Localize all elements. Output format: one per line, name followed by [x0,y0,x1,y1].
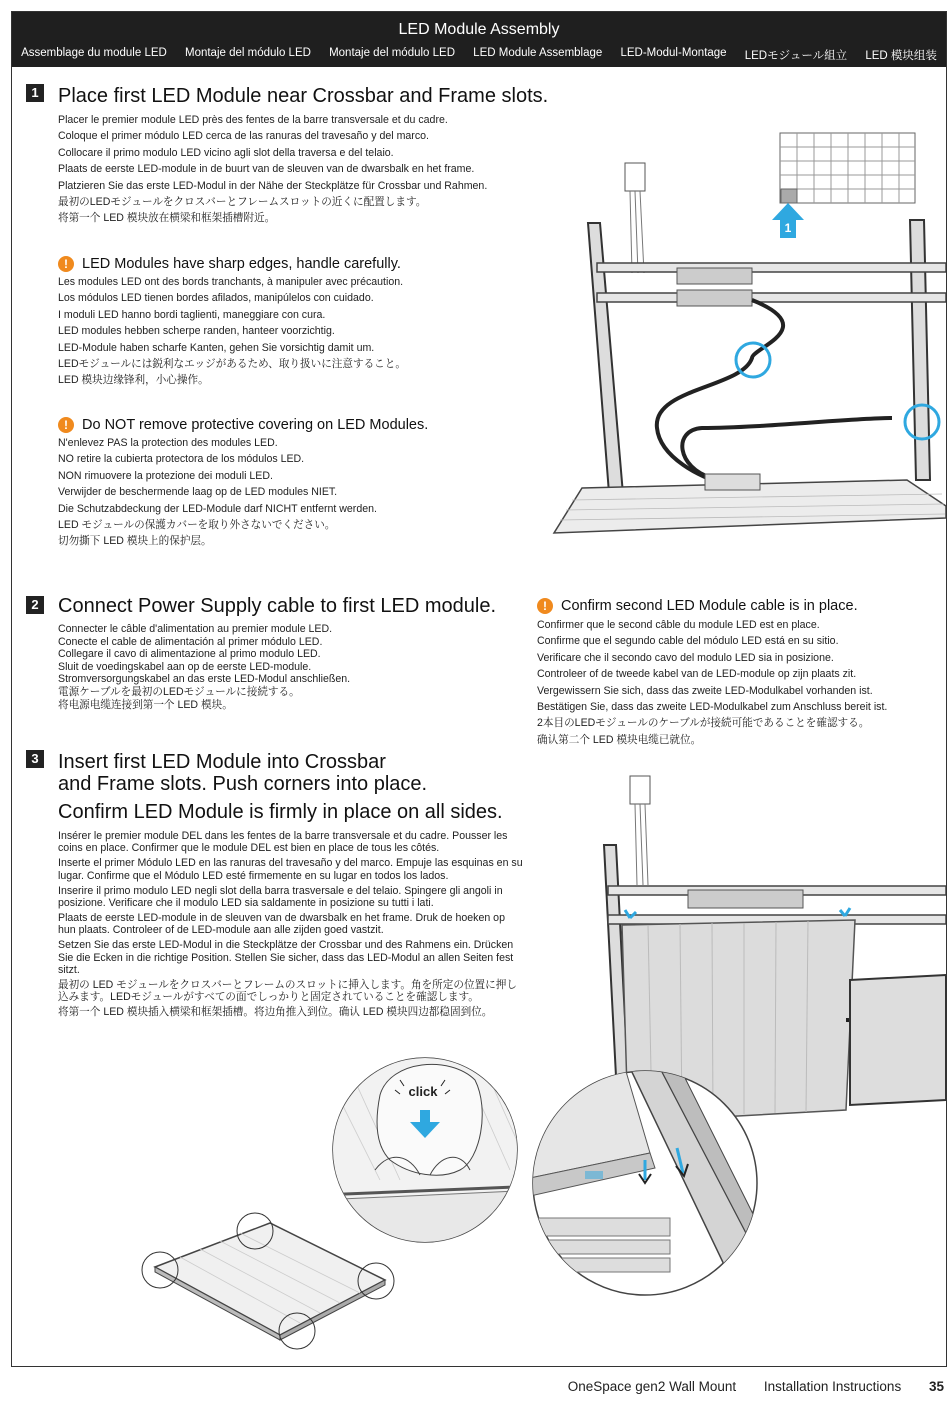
translation-line: Controleer of de tweede kabel van de LED-module op zijn plaats zit. [537,668,857,681]
click-label: click [408,1084,438,1099]
warning-sharp-edges [58,256,401,272]
language-titles [12,47,946,63]
translation-line: N'enlevez PAS la protection des modules LED. [58,437,278,449]
translation-line: Connecter le câble d'alimentation au premier module LED. [58,623,333,635]
warning-protective-cover [58,417,428,433]
lang-title-zh: LED 模块组装 [865,50,937,62]
slot-detail-illustration [530,1068,760,1298]
translation-line: 将第一个 LED 模块放在横梁和框架插槽附近。 [58,212,276,225]
page-number: 35 [928,1379,944,1394]
translation-line: 電源ケーブルを最初のLEDモジュールに接続する。 [58,685,300,698]
translation-paragraph: 将第一个 LED 模块插入横梁和框架插槽。将边角推入到位。确认 LED 模块四边都稳固到位。 [58,1006,493,1019]
page-header [12,12,946,67]
step-2-translations [58,623,350,711]
warning-icon: ! [58,417,74,433]
step-1-translations [58,112,487,227]
step-2-heading: Connect Power Supply cable to first LED module. [58,595,496,617]
translation-line: 将电源电缆连接到第一个 LED 模块。 [58,698,233,711]
warning-title: Do NOT remove protective covering on LED Modules. [82,417,429,433]
translation-line: Conecte el cable de alimentación al primer módulo LED. [58,635,323,648]
warning-second-cable [537,598,858,614]
warning-2-translations [58,435,377,550]
translation-line: Bestätigen Sie, dass das zweite LED-Modulkabel zum Anschluss bereit ist. [537,700,888,713]
translation-line: Confirme que el segundo cable del módulo LED está en su sitio. [537,635,839,648]
translation-line: 确认第二个 LED 模块电缆已就位。 [537,733,702,746]
step-1-illustration [552,128,946,540]
translation-paragraph: Setzen Sie das erste LED-Modul in die Steckplätze der Crossbar und des Rahmens ein. Drücken Sie die Ecken in die richtige Position. Stellen Sie sicher, dass das LED-Modul an allen Seiten fest sitzt. [58,939,514,977]
translation-line: Verwijder de beschermende laag op de LED modules NIET. [58,486,338,499]
step-3-translations [58,830,524,1021]
warning-3-translations [537,617,887,748]
translation-line: LED モジュールの保護カバーを取り外さないでください。 [58,518,336,531]
page-footer [544,1379,944,1394]
translation-line: LED-Module haben scharfe Kanten, gehen Sie vorsichtig damit um. [58,341,375,354]
step-2-number: 2 [26,596,44,614]
lang-title-ja: LEDモジュール組立 [744,50,848,62]
translation-line: Platzieren Sie das erste LED-Modul in der Nähe der Steckplätze für Crossbar und Rahmen. [58,179,488,192]
translation-line: Verificare che il secondo cavo del modulo LED sia in posizione. [537,651,834,664]
warning-title: Confirm second LED Module cable is in place. [561,598,858,614]
translation-line: Collegare il cavo di alimentazione al primo modulo LED. [58,648,321,661]
illustration-label: 1 [784,221,792,235]
translation-paragraph: Inserte el primer Módulo LED en las ranuras del travesaño y del marco. Empuje las esquinas en su lugar. Confirme que el Módulo LED esté firmemente en su lugar en todos los lados. [58,857,523,882]
translation-line: Confirmer que le second câble du module LED est en place. [537,619,820,631]
translation-line: Stromversorgungskabel an das erste LED-Modul anschließen. [58,673,351,686]
step-1-heading: Place first LED Module near Crossbar and Frame slots. [58,85,549,107]
translation-line: Die Schutzabdeckung der LED-Module darf NICHT entfernt werden. [58,502,377,515]
translation-line: Los módulos LED tienen bordes afilados, manipúlelos con cuidado. [58,292,374,305]
translation-paragraph: 最初の LED モジュールをクロスバーとフレームのスロットに挿入します。角を所定の位置に押し込みます。LEDモジュールがすべての面でしっかりと固定されていることを確認します。 [58,978,517,1004]
translation-line: Coloque el primer módulo LED cerca de las ranuras del travesaño y del marco. [58,130,429,143]
translation-line: Placer le premier module LED près des fentes de la barre transversale et du cadre. [58,114,448,126]
translation-line: 切勿撕下 LED 模块上的保护层。 [58,535,212,548]
translation-line: NO retire la cubierta protectora de los módulos LED. [58,453,305,466]
translation-line: LEDモジュールには鋭利なエッジがあるため、取り扱いに注意すること。 [58,357,406,370]
translation-paragraph: Inserire il primo modulo LED negli slot della barra trasversale e del telaio. Spingere gli angoli in posizione. Verificare che il modulo LED sia saldamente in posizione su tutti i lati. [58,884,503,910]
panel-corners-illustration [140,1205,400,1365]
warning-icon: ! [58,256,74,272]
step-3-heading-line-3: Confirm LED Module is firmly in place on all sides. [58,801,503,823]
translation-line: I moduli LED hanno bordi taglienti, maneggiare con cura. [58,308,326,321]
step-3-heading-line-2: and Frame slots. Push corners into place. [58,773,428,795]
lang-title-de: LED-Modul-Montage [620,47,727,59]
translation-line: LED modules hebben scherpe randen, hanteer voorzichtig. [58,325,335,338]
translation-paragraph: Insérer le premier module DEL dans les fentes de la barre transversale et du cadre. Pousser les coins en place. Confirmer que le module DEL est bien en place de tous les côtés. [58,830,508,855]
step-3-heading-line-1: Insert first LED Module into Crossbar [58,751,386,773]
lang-title-it: Montaje del módulo LED [329,47,456,59]
translation-line: Collocare il primo modulo LED vicino agli slot della traversa e del telaio. [58,146,394,159]
warning-icon: ! [537,598,553,614]
translation-line: 最初のLEDモジュールをクロスバーとフレームスロットの近くに配置します。 [58,195,427,208]
translation-line: Les modules LED ont des bords tranchants, à manipuler avec précaution. [58,276,404,288]
lang-title-nl: LED Module Assemblage [473,47,603,59]
step-3-number: 3 [26,750,44,768]
translation-line: NON rimuovere la protezione dei moduli LED. [58,469,273,482]
translation-paragraph: Plaats de eerste LED-module in de sleuven van de dwarsbalk en het frame. Druk de hoeken op hun plaats. Controleer of de LED-module aan alle zijden goed vastzit. [58,911,505,937]
page-title: LED Module Assembly [398,21,560,38]
translation-line: Plaats de eerste LED-module in de buurt van de sleuven van de dwarsbalk en het frame. [58,163,475,176]
module-grid-diagram [780,133,915,203]
lang-title-fr: Assemblage du module LED [21,47,167,59]
translation-line: 2本目のLEDモジュールのケーブルが接続可能であることを確認する。 [537,717,870,730]
translation-line: Vergewissern Sie sich, dass das zweite LED-Modulkabel vorhanden ist. [537,684,873,697]
translation-line: LED 模块边缘锋利，小心操作。 [58,374,209,387]
footer-doc-title: Installation Instructions [763,1379,902,1394]
warning-1-translations [58,274,406,389]
translation-line: Sluit de voedingskabel aan op de eerste LED-module. [58,660,312,673]
step-1-number: 1 [26,84,44,102]
footer-product: OneSpace gen2 Wall Mount [567,1379,737,1394]
lang-title-es: Montaje del módulo LED [184,47,311,59]
warning-title: LED Modules have sharp edges, handle carefully. [82,256,401,272]
